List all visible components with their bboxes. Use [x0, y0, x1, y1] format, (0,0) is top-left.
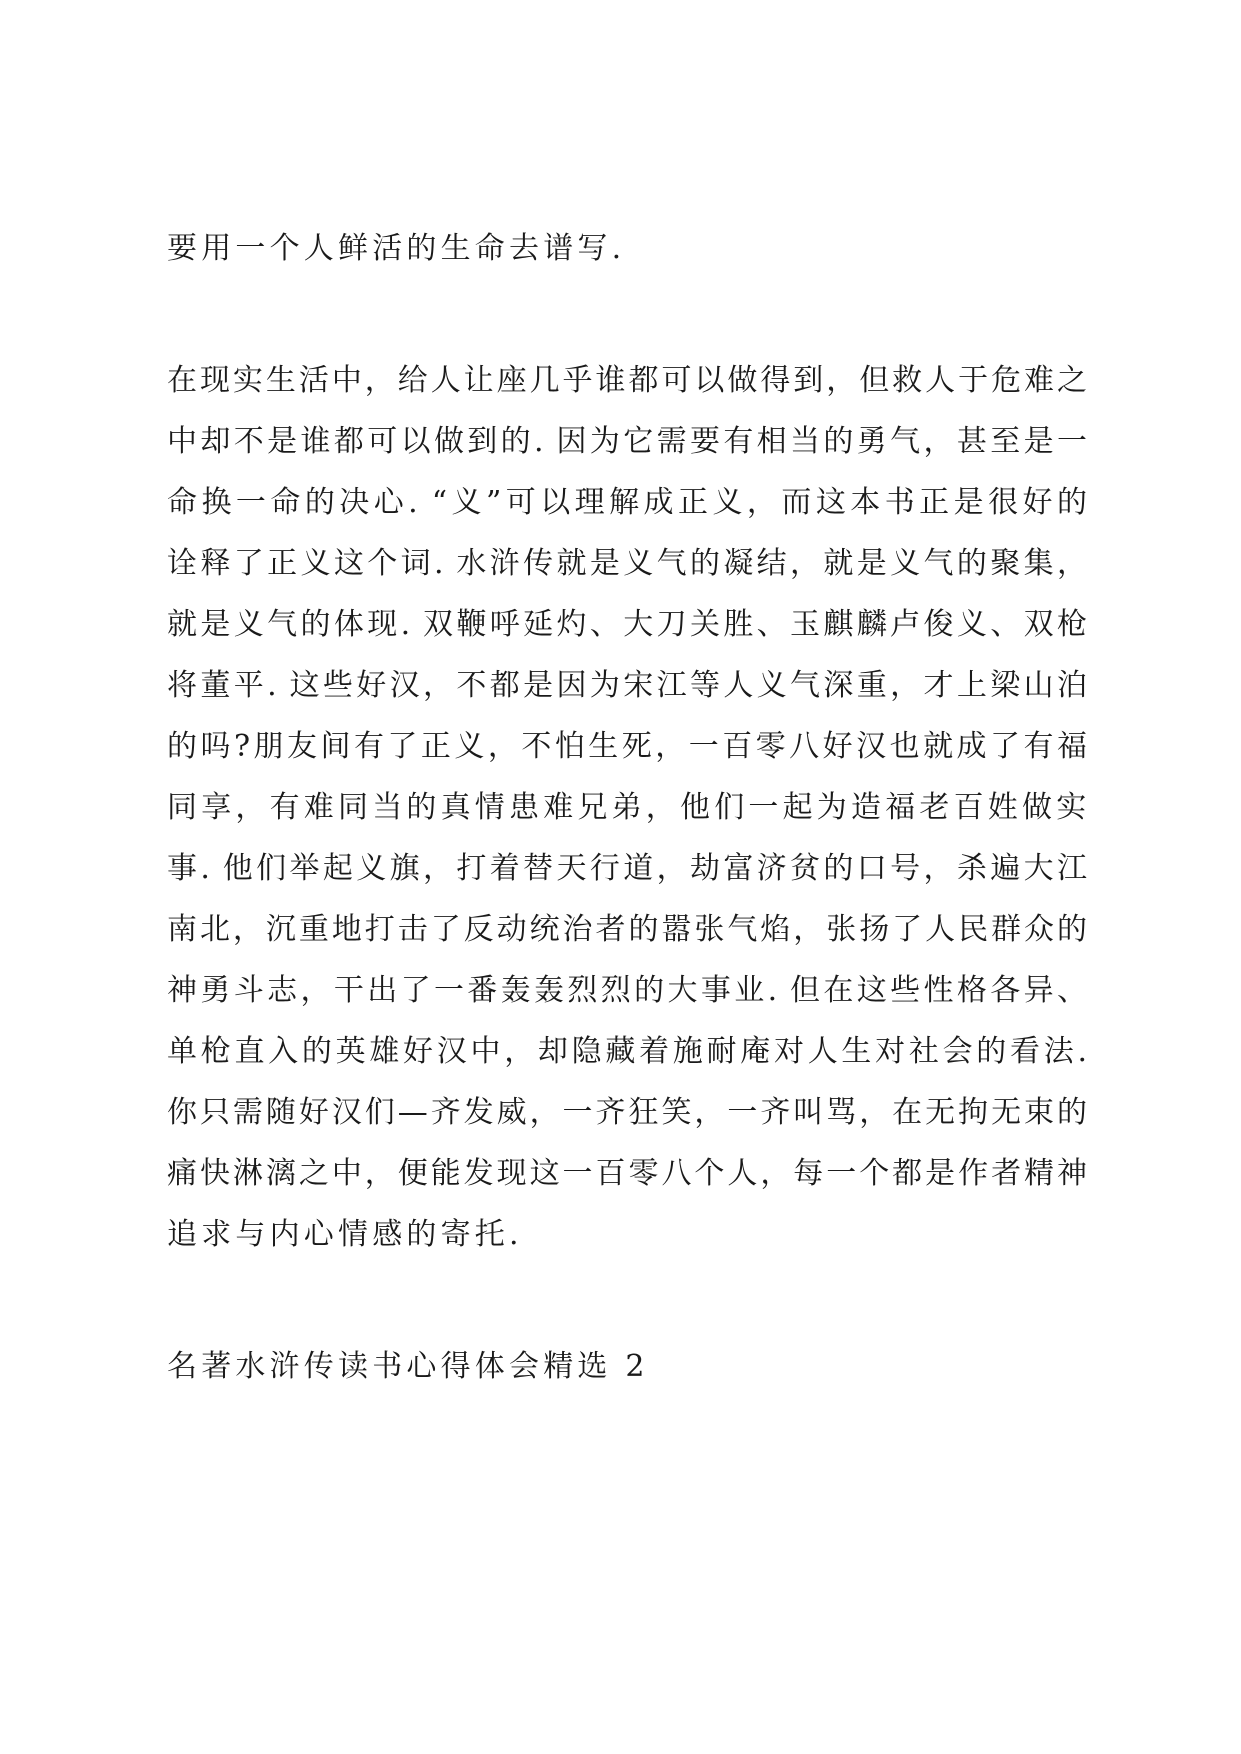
- paragraph-2-line: 单枪直入的英雄好汉中，却隐藏着施耐庵对人生对社会的看法.: [167, 1034, 1087, 1069]
- paragraph-2-line: 痛快淋漓之中，便能发现这一百零八个人，每一个都是作者精神: [167, 1156, 1087, 1191]
- paragraph-2-line: 你只需随好汉们—齐发威，一齐狂笑，一齐叫骂，在无拘无束的: [167, 1095, 1087, 1130]
- paragraph-2-line: 神勇斗志，干出了一番轰轰烈烈的大事业. 但在这些性格各异、: [167, 973, 1087, 1008]
- section-heading: 名著水浒传读书心得体会精选 2: [167, 1349, 649, 1384]
- paragraph-2-line: 的吗?朋友间有了正义，不怕生死，一百零八好汉也就成了有福: [167, 729, 1087, 764]
- paragraph-2-line: 南北，沉重地打击了反动统治者的嚣张气焰，张扬了人民群众的: [167, 912, 1087, 947]
- paragraph-2-line: 同享，有难同当的真情患难兄弟，他们一起为造福老百姓做实: [167, 790, 1091, 825]
- paragraph-2-line: 命换一命的决心. “义”可以理解成正义，而这本书正是很好的: [167, 485, 1087, 520]
- paragraph-2-line: 中却不是谁都可以做到的. 因为它需要有相当的勇气，甚至是一: [167, 424, 1087, 459]
- paragraph-2-line: 追求与内心情感的寄托.: [167, 1217, 523, 1252]
- paragraph-2-line: 诠释了正义这个词. 水浒传就是义气的凝结，就是义气的聚集，: [167, 546, 1087, 581]
- paragraph-2-line: 将董平. 这些好汉，不都是因为宋江等人义气深重，才上梁山泊: [167, 668, 1087, 703]
- paragraph-2-line: 就是义气的体现. 双鞭呼延灼、大刀关胜、玉麒麟卢俊义、双枪: [167, 607, 1087, 642]
- paragraph-1-line: 要用一个人鲜活的生命去谱写.: [167, 231, 626, 266]
- paragraph-2-line: 在现实生活中，给人让座几乎谁都可以做得到，但救人于危难之: [167, 363, 1087, 398]
- paragraph-2-line: 事. 他们举起义旗，打着替天行道，劫富济贫的口号，杀遍大江: [167, 851, 1087, 886]
